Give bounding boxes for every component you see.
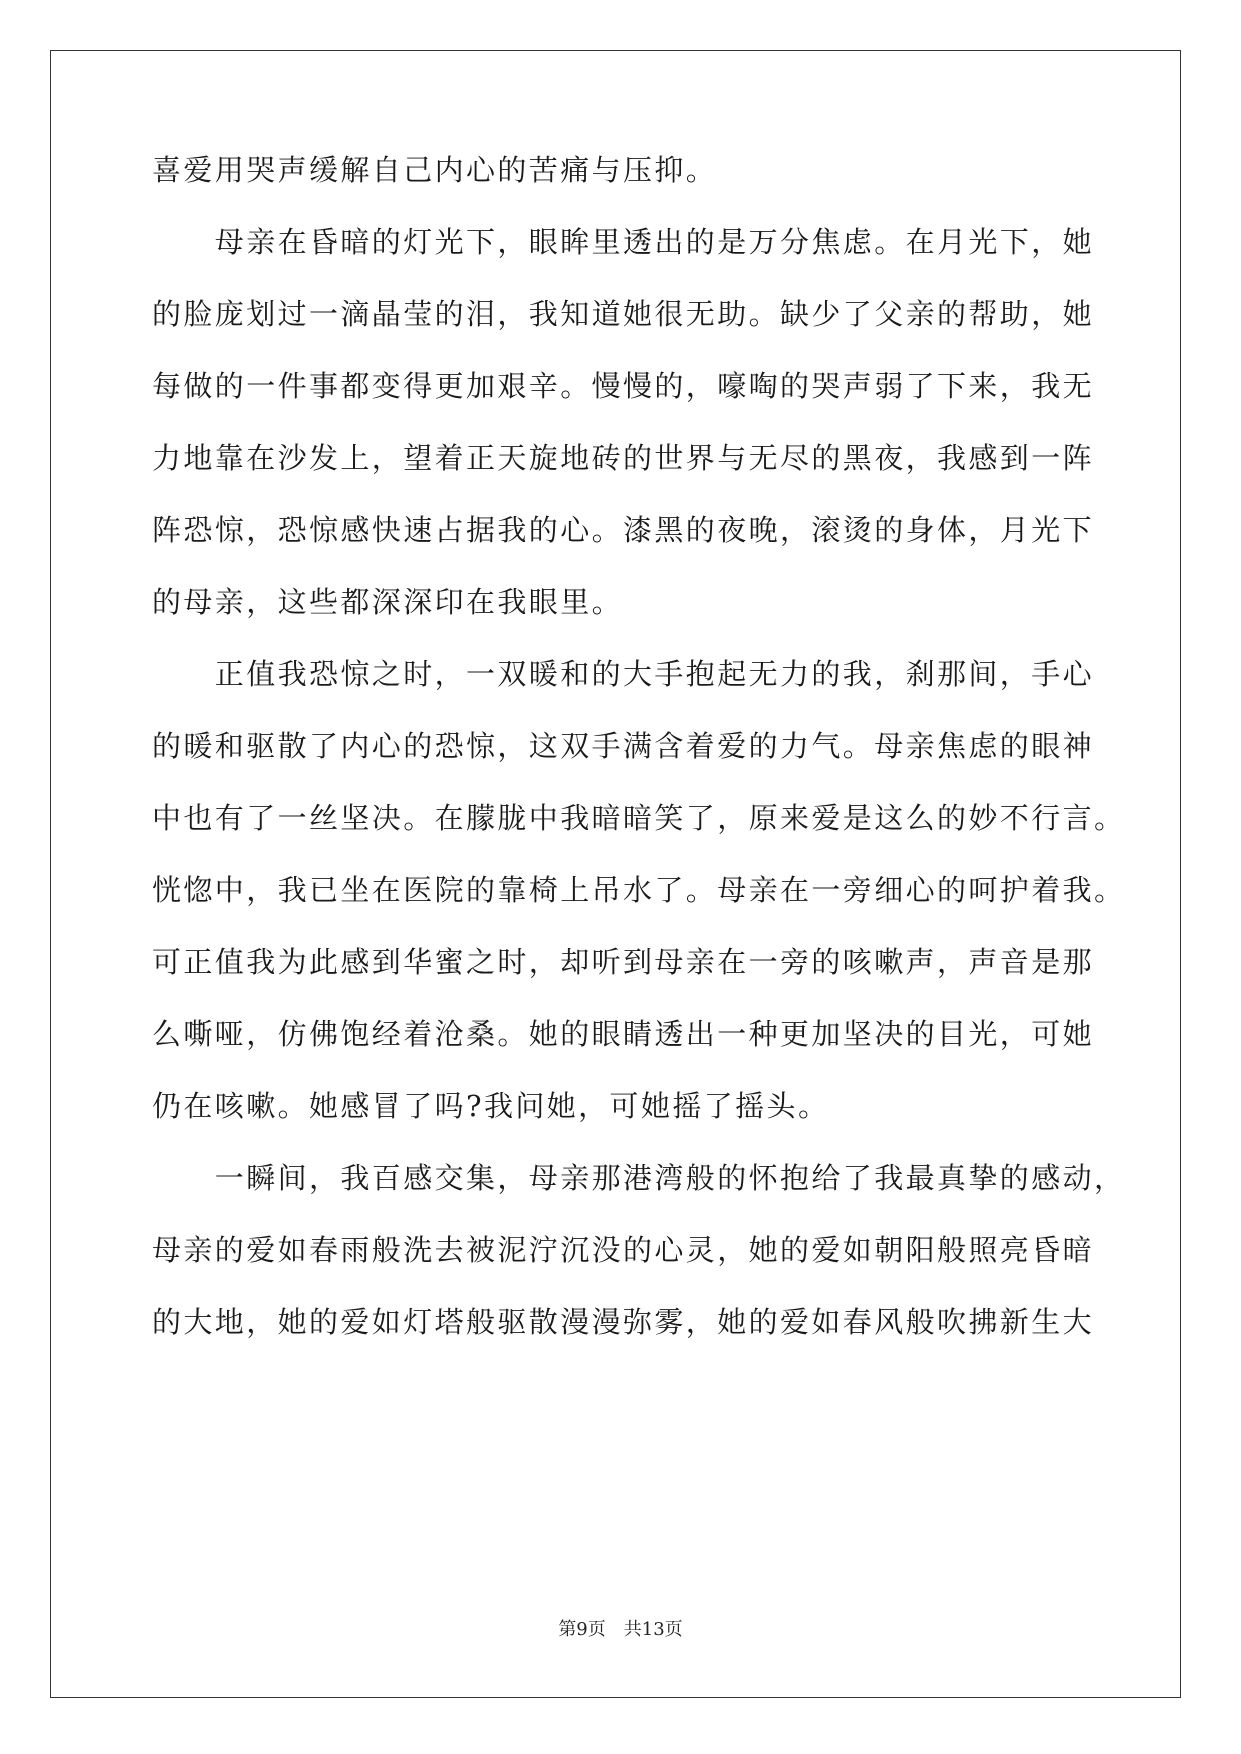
- text-line: 的脸庞划过一滴晶莹的泪，我知道她很无助。缺少了父亲的帮助，她: [152, 297, 1095, 331]
- text-line: 么嘶哑，仿佛饱经着沧桑。她的眼睛透出一种更加坚决的目光，可她: [152, 1017, 1095, 1051]
- text-line: 中也有了一丝坚决。在朦胧中我暗暗笑了，原来爱是这么的妙不行言。: [152, 801, 1126, 835]
- text-line: 恍惚中，我已坐在医院的靠椅上吊水了。母亲在一旁细心的呵护着我。: [152, 873, 1126, 907]
- text-line: 一瞬间，我百感交集，母亲那港湾般的怀抱给了我最真挚的感动，: [152, 1161, 1126, 1195]
- text-line: 仍在咳嗽。她感冒了吗?我问她，可她摇了摇头。: [152, 1089, 830, 1123]
- page-number: 第9页 共13页: [558, 1619, 683, 1640]
- text-line: 阵恐惊，恐惊感快速占据我的心。漆黑的夜晚，滚烫的身体，月光下: [152, 513, 1095, 547]
- page-footer: [0, 1618, 1241, 1642]
- text-line: 的母亲，这些都深深印在我眼里。: [152, 585, 624, 619]
- text-line: 母亲在昏暗的灯光下，眼眸里透出的是万分焦虑。在月光下，她: [152, 225, 1095, 259]
- text-line: 可正值我为此感到华蜜之时，却听到母亲在一旁的咳嗽声，声音是那: [152, 945, 1095, 979]
- text-line: 每做的一件事都变得更加艰辛。慢慢的，嚎啕的哭声弱了下来，我无: [152, 369, 1095, 403]
- text-line: 力地靠在沙发上，望着正天旋地砖的世界与无尽的黑夜，我感到一阵: [152, 441, 1095, 475]
- text-line: 的暖和驱散了内心的恐惊，这双手满含着爱的力气。母亲焦虑的眼神: [152, 729, 1095, 763]
- text-line: 母亲的爱如春雨般洗去被泥泞沉没的心灵，她的爱如朝阳般照亮昏暗: [152, 1233, 1095, 1267]
- text-line: 的大地，她的爱如灯塔般驱散漫漫弥雾，她的爱如春风般吹拂新生大: [152, 1305, 1095, 1339]
- text-line: 正值我恐惊之时，一双暖和的大手抱起无力的我，刹那间，手心: [152, 657, 1095, 691]
- text-line: 喜爱用哭声缓解自己内心的苦痛与压抑。: [152, 153, 718, 187]
